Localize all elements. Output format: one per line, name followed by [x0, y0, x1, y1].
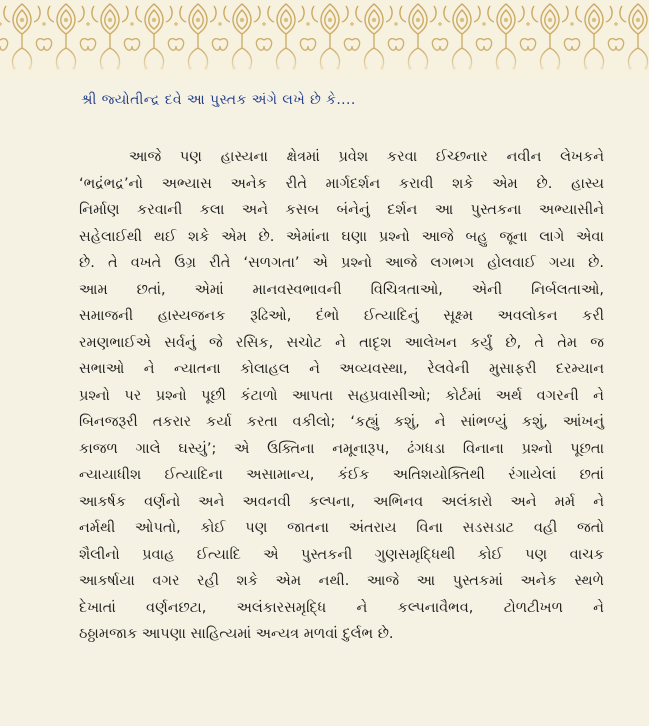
- text-line: સહેલાઈથી થઈ શકે એમ છે. એમાંના ઘણા પ્રશ્નો આજે બહુ જૂના લાગે એવા: [79, 228, 604, 245]
- text-line: ઠઠ્ઠામજાક આપણા સાહિત્યમાં અન્યત્ર મળવાં દુર્લભ છે.: [79, 626, 394, 642]
- text-line: ‘ભદ્રંભદ્ર’નો અભ્યાસ અનેક રીતે માર્ગદર્શન કરાવી શકે એમ છે. હાસ્ય: [79, 175, 604, 192]
- text-line: છે. તે વખતે ઉગ્ર રીતે ‘સળગતા’ એ પ્રશ્નો આજે લગભગ હોલવાઈ ગયા છે.: [79, 255, 604, 271]
- text-line: આજે પણ હાસ્યના ક્ષેત્રમાં પ્રવેશ કરવા ઈચ્છનાર નવીન લેખકને: [129, 149, 604, 165]
- text-line: આમ છતાં, એમાં માનવસ્વભાવની વિચિત્રતાઓ, એની નિર્બલતાઓ,: [79, 281, 604, 298]
- text-line: આકર્ષાયા વગર રહી શકે એમ નથી. આજે આ પુસ્તકમાં અનેક સ્થળે: [79, 573, 604, 589]
- text-line: બિનજરૂરી તકરાર કર્યા કરતા વકીલો; ‘કહ્યું કશું, ને સાંભળ્યું કશું, આંખનું: [79, 414, 604, 430]
- text-line: નિર્માણ કરવાની કલા અને કસબ બંનેનું દર્શન આ પુસ્તકના અભ્યાસીને: [79, 202, 604, 218]
- text-line: કાજળ ગાલે ઘસ્યું’; એ ઉક્તિના નમૂનારૂપ, ઢંગધડા વિનાના પ્રશ્નો પૂછતા: [79, 440, 604, 457]
- text-line: ન્યાયાધીશ ઈત્યાદિના અસામાન્ય, કંઈક અતિશયોક્તિથી રંગાયેલાં છતાં: [79, 467, 604, 483]
- text-line: સમાજની હાસ્યજનક રૂઢિઓ, દંભો ઈત્યાદિનું સૂક્ષ્મ અવલોકન કરી: [79, 308, 604, 324]
- text-line: સભાઓ ને ન્યાતના કોલાહલ ને અવ્યવસ્થા, રેલવેની મુસાફરી દરમ્યાન: [79, 361, 604, 377]
- text-line: રમણભાઈએ સર્વનું જે રસિક, સચોટ ને તાદૃશ આલેખન કર્યું છે, તે તેમ જ: [79, 334, 604, 351]
- text-line: નર્મથી ઓપતો, કોઈ પણ જાતના અંતરાય વિના સડસડાટ વહી જતો: [79, 520, 604, 536]
- page-title: શ્રી જ્યોતીન્દ્ર દવે આ પુસ્તક અંગે લખે છે કે....: [81, 92, 356, 108]
- body-paragraph: [79, 144, 604, 648]
- text-line: દેખાતાં વર્ણનછટા, અલંકારસમૃદ્ધિ ને કલ્પનાવૈભવ, ટોળટીખળ ને: [79, 599, 604, 616]
- decorative-border-pattern: [0, 0, 649, 78]
- text-line: આકર્ષક વર્ણનો અને અવનવી કલ્પના, અભિનવ અલંકારો અને મર્મ ને: [79, 493, 604, 510]
- text-line: શૈલીનો પ્રવાહ ઈત્યાદિ એ પુસ્તકની ગુણસમૃદ્ધિથી કોઈ પણ વાચક: [79, 546, 604, 563]
- text-line: પ્રશ્નો પર પ્રશ્નો પૂછી કંટાળો આપતા સહપ્રવાસીઓ; કોર્ટમાં અર્થ વગરની ને: [79, 387, 604, 404]
